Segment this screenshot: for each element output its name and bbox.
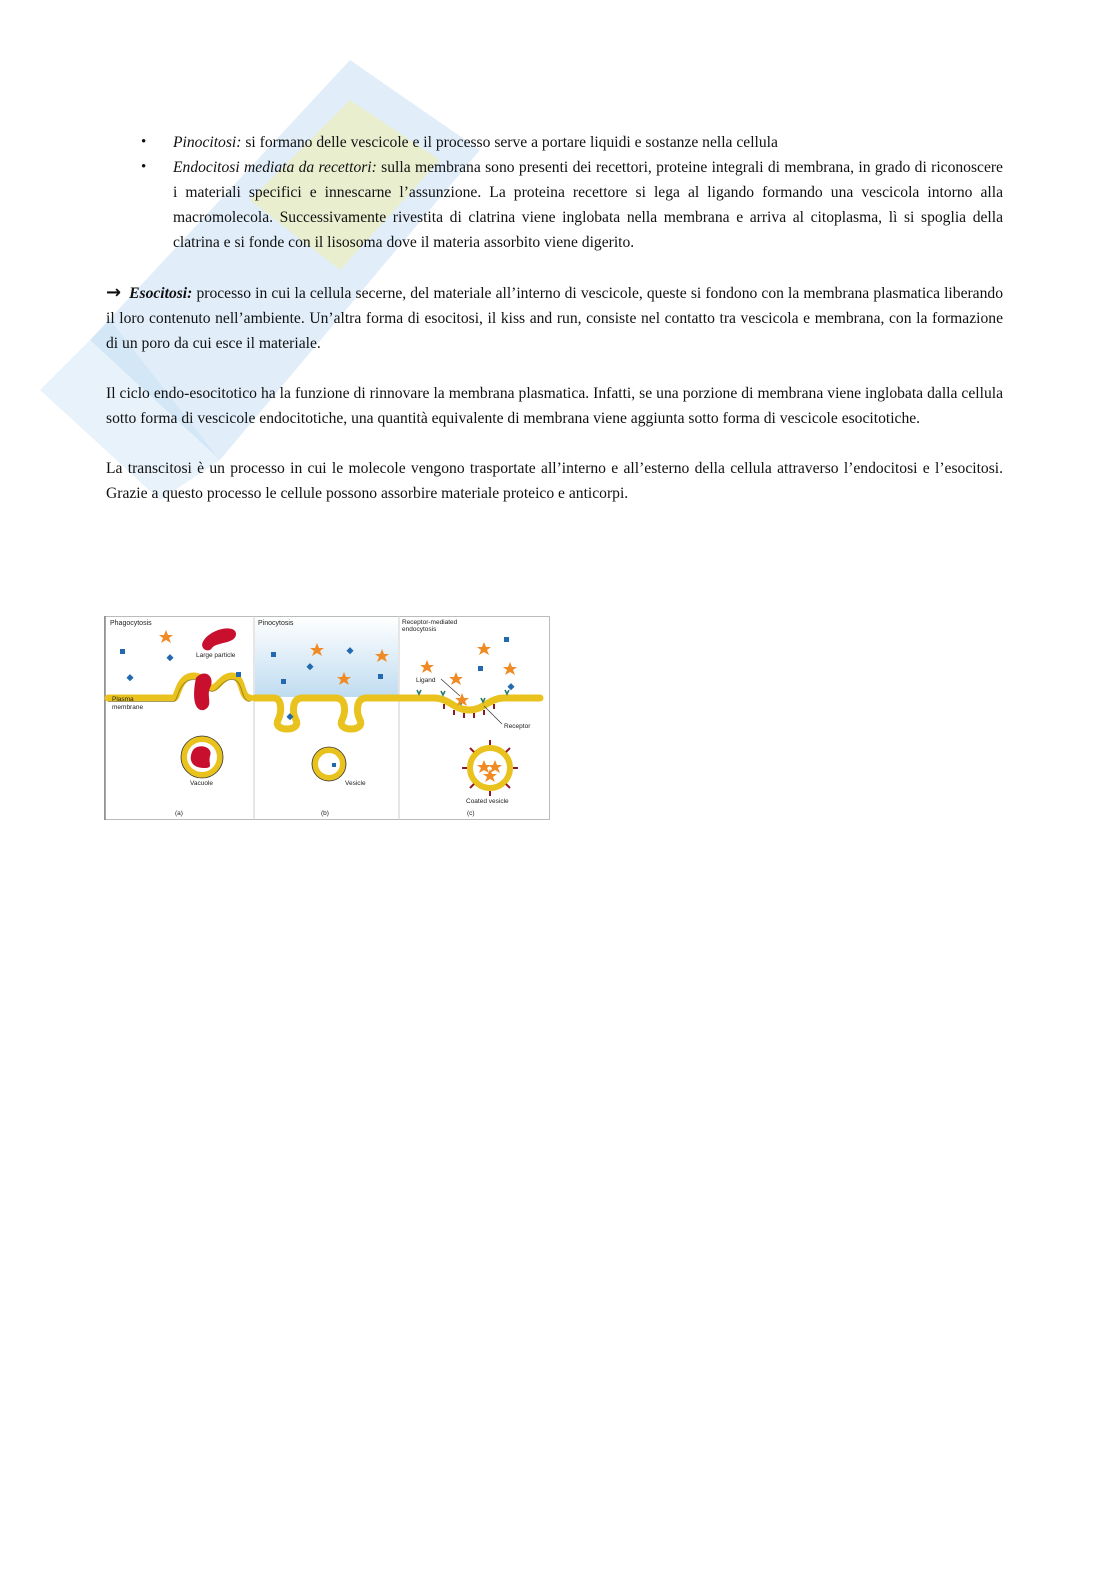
endocitosi-recettori-text: sulla membrana sono presenti dei recettori, proteine integrali di membrana, in grado di riconoscere i materiali specifici e innescarne l’assunzione. La proteina recettore si lega al ligando formando una vescicola intorno alla macromolecola. Successivamente rivestita di clatrina viene inglobata nella membrana e arriva al citoplasma, lì si spoglia della clatrina e si fonde con il lisosoma dove il materia assorbito viene digerito.	[173, 159, 1003, 251]
panel-a-letter: (a)	[175, 810, 183, 817]
ligand-label: Ligand	[416, 677, 436, 684]
endocytosis-figure	[104, 616, 550, 820]
panel-b-title: Pinocytosis	[258, 620, 294, 627]
vacuole-label: Vacuole	[190, 780, 214, 787]
plasma-membrane-label-2: membrane	[112, 704, 144, 711]
panel-c-title-2: endocytosis	[402, 626, 437, 633]
term-esocitosi: Esocitosi:	[129, 285, 193, 302]
endocytosis-list	[106, 130, 1003, 255]
square-molecule	[378, 674, 383, 679]
extracellular-fluid	[255, 617, 398, 697]
square-molecule	[332, 763, 336, 767]
panel-a-title: Phagocytosis	[110, 620, 152, 627]
coated-vesicle-label: Coated vesicle	[466, 798, 509, 805]
vesicle-label: Vesicle	[345, 780, 366, 787]
right-arrow-icon: →	[106, 282, 122, 303]
panel-c-letter: (c)	[467, 810, 475, 817]
vesicle	[315, 750, 343, 778]
ciclo-paragraph: Il ciclo endo-esocitotico ha la funzione di rinnovare la membrana plasmatica. Infatti, se una porzione di membrana viene inglobata dalla cellula sotto forma di vescicole endocitotiche, una quantità equivalente di membrana viene aggiunta sotto forma di vescicole esocitotiche.	[106, 385, 1003, 427]
bullet-dot: •	[141, 159, 147, 175]
list-item-pinocitosi	[106, 130, 1003, 155]
square-molecule	[271, 652, 276, 657]
large-particle-label: Large particle	[196, 652, 236, 659]
transcitosi-paragraph: La transcitosi è un processo in cui le molecole vengono trasportate all’interno e all’esterno della cellula attraverso l’endocitosi e l’esocitosi. Grazie a questo processo le cellule possono assorbire materiale proteico e anticorpi.	[106, 460, 1003, 502]
list-item-endocitosi-recettori	[106, 155, 1003, 255]
square-molecule	[504, 637, 509, 642]
square-molecule	[120, 649, 125, 654]
document-body	[106, 130, 1003, 506]
square-molecule	[281, 679, 286, 684]
square-molecule	[236, 672, 241, 677]
plasma-membrane-label-1: Plasma	[112, 696, 134, 703]
coated-vesicle	[470, 748, 510, 788]
endocytosis-diagram	[104, 616, 550, 820]
square-molecule	[478, 666, 483, 671]
pinocitosi-text: si formano delle vescicole e il processo serve a portare liquidi e sostanze nella cellula	[241, 134, 778, 151]
bullet-dot: •	[141, 134, 147, 150]
esocitosi-text: processo in cui la cellula secerne, del materiale all’interno di vescicole, queste si fondono con la membrana plasmatica liberando il loro contenuto nell’ambiente. Un’altra forma di esocitosi, il kiss and run, consiste nel contatto tra vescicola e membrana, con la formazione di un poro da cui esce il materiale.	[106, 285, 1003, 352]
esocitosi-paragraph	[106, 280, 1003, 356]
panel-c-title-1: Receptor-mediated	[402, 619, 458, 626]
term-endocitosi-recettori: Endocitosi mediata da recettori:	[173, 159, 377, 176]
receptor-label: Receptor	[504, 723, 531, 730]
panel-b-letter: (b)	[321, 810, 329, 817]
term-pinocitosi: Pinocitosi:	[173, 134, 242, 151]
vacuole-particle	[191, 746, 211, 768]
